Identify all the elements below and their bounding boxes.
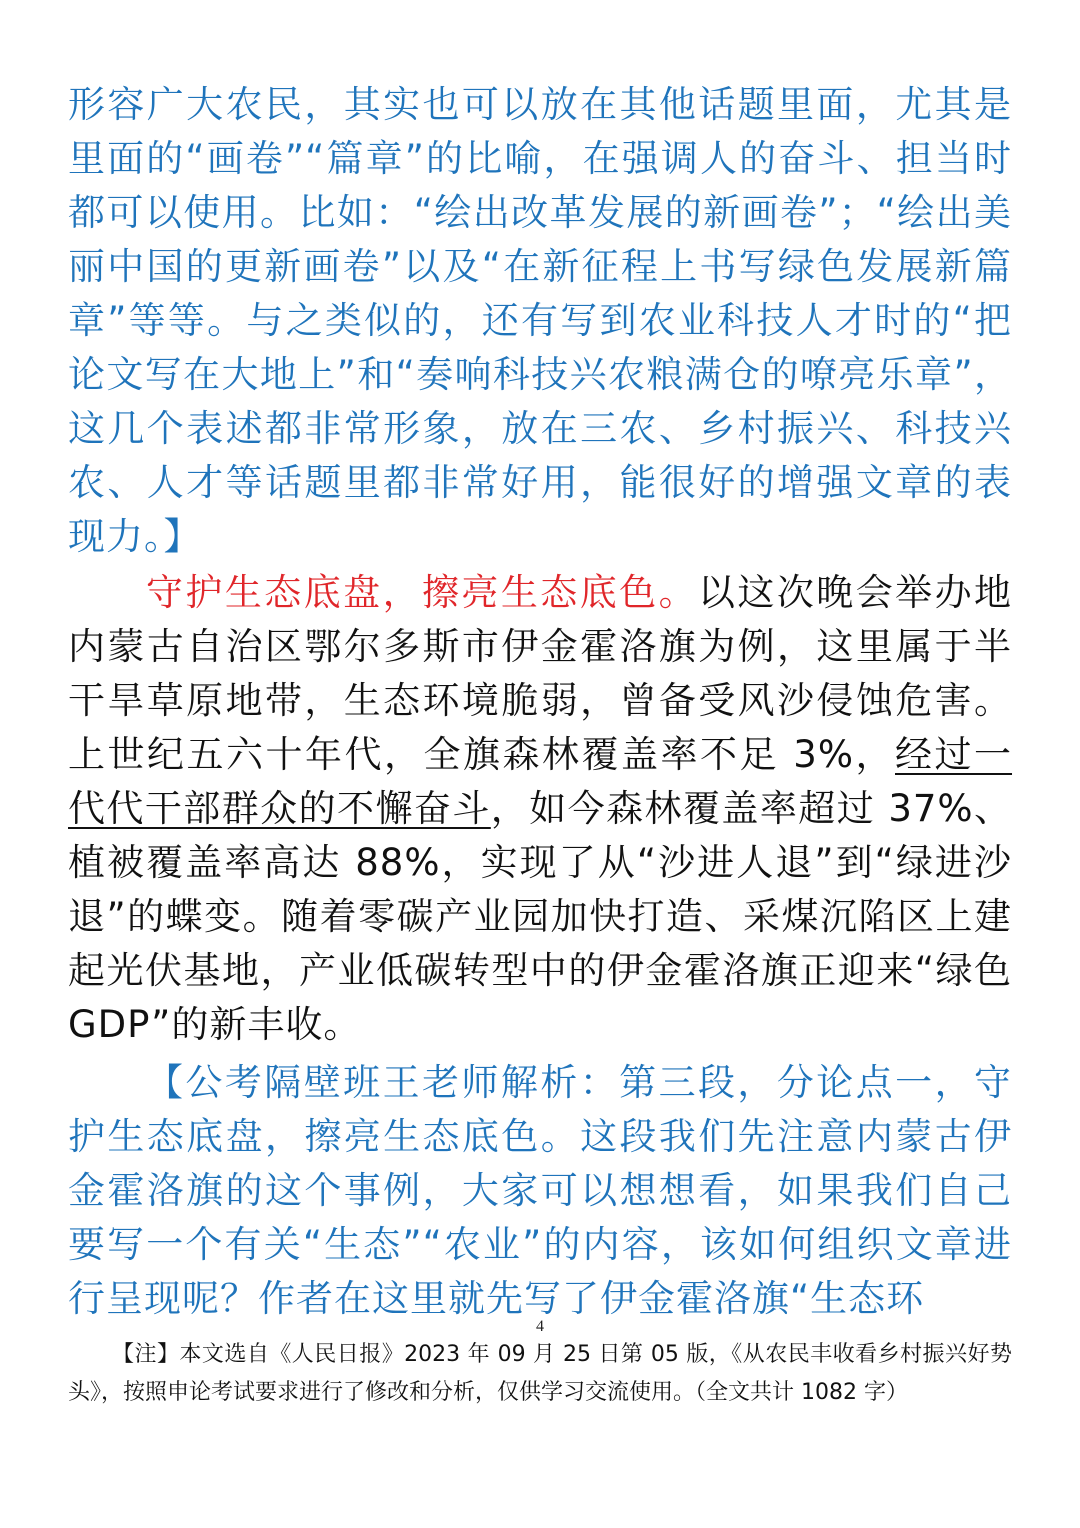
- analysis-paragraph-section-three: 【公考隔壁班王老师解析：第三段，分论点一，守护生态底盘，擦亮生态底色。这段我们先注意内蒙古伊金霍洛旗的这个事例，大家可以想想看，如果我们自己要写一个有关“生态”“农业”的内容，该如何组织文章进行呈现呢？作者在这里就先写了伊金霍洛旗“生态环: [68, 1061, 1012, 1320]
- analysis-paragraph-continued: 形容广大农民，其实也可以放在其他话题里面，尤其是里面的“画卷”“篇章”的比喻，在强调人的奋斗、担当时都可以使用。比如：“绘出改革发展的新画卷”；“绘出美丽中国的更新画卷”以及“在新征程上书写绿色发展新篇章”等等。与之类似的，还有写到农业科技人才时的“把论文写在大地上”和“奏响科技兴农粮满仓的嘹亮乐章”，这几个表述都非常形象，放在三农、乡村振兴、科技兴农、人才等话题里都非常好用，能很好的增强文章的表现力。】: [68, 83, 1012, 558]
- section-heading-ecology: 守护生态底盘，擦亮生态底色。: [146, 571, 698, 614]
- footnote: 【注】本文选自《人民日报》2023 年 09 月 25 日第 05 版，《从农民丰收看乡村振兴好势头》，按照申论考试要求进行了修改和分析，仅供学习交流使用。（全文共计 1082 字）: [68, 1342, 1012, 1405]
- page-content: [68, 78, 1012, 1326]
- body-text-part-a: 以这次晚会举办地内蒙古自治区鄂尔多斯市伊金霍洛旗为例，这里属于半干旱草原地带，生态环境脆弱，曾备受风沙侵蚀危害。上世纪五六十年代，全旗森林覆盖率不足 3%，: [68, 571, 1012, 776]
- underlined-phrase: 经过一代代干部群众的不懈奋斗: [68, 733, 1013, 830]
- page-number: 4: [536, 1318, 544, 1335]
- body-paragraph-ecology: [68, 566, 1012, 1052]
- body-text-part-b: ，如今森林覆盖率超过 37%、植被覆盖率高达 88%，实现了从“沙进人退”到“绿进沙退”的蝶变。随着零碳产业园加快打造、采煤沉陷区上建起光伏基地，产业低碳转型中的伊金霍洛旗正迎来“绿色 GDP”的新丰收。: [68, 787, 1013, 1046]
